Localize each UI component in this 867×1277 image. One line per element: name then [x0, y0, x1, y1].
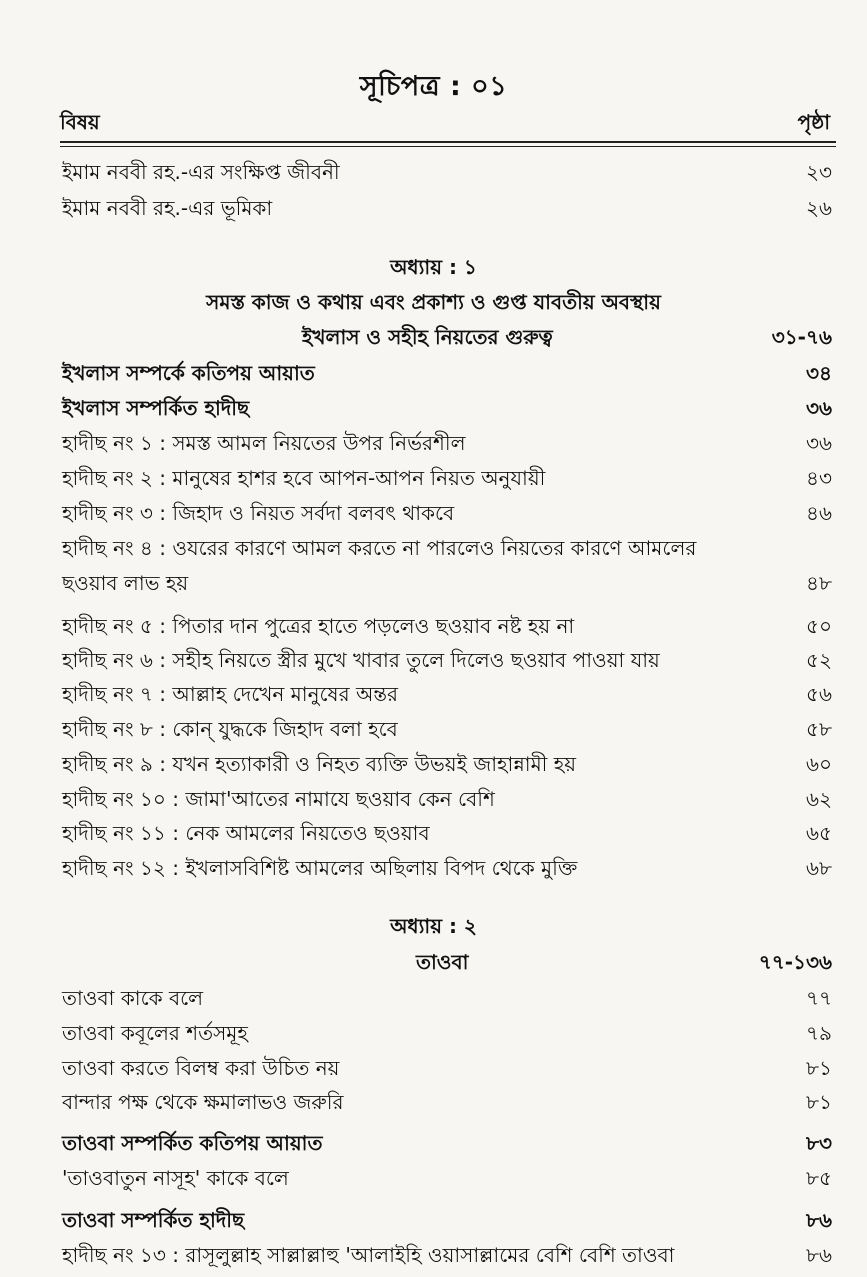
subject-header: বিষয়	[60, 110, 100, 134]
entry-title: তাওবা করতে বিলম্ব করা উচিত নয়	[62, 1056, 340, 1080]
index-entry	[62, 1240, 832, 1270]
entry-title: তাওবা সম্পর্কিত কতিপয় আয়াত	[62, 1131, 323, 1155]
entry-page: ৩৬	[805, 431, 832, 455]
entry-title: ইমাম নববী রহ.-এর ভূমিকা	[62, 196, 273, 220]
index-entry	[62, 714, 832, 744]
index-entry	[62, 533, 832, 563]
entry-page: ৫৮	[806, 717, 832, 741]
index-entry	[62, 645, 832, 675]
index-entry	[62, 1053, 832, 1083]
entry-page: ২৩	[805, 160, 832, 184]
entry-page: ৭৯	[806, 1021, 832, 1045]
entry-title: হাদীছ নং ৩ : জিহাদ ও নিয়ত সর্বদা বলবৎ থাকবে	[62, 501, 455, 525]
index-entry	[62, 784, 832, 814]
chapter-label: অধ্যায় : ১	[390, 255, 477, 279]
entry-title: হাদীছ নং ১ : সমস্ত আমল নিয়তের উপর নির্ভরশীল	[62, 431, 466, 455]
entry-title: হাদীছ নং ৫ : পিতার দান পুত্রের হাতে পড়লেও ছওয়াব নষ্ট হয় না	[62, 614, 575, 638]
entry-page: ৬৫	[806, 821, 832, 845]
entry-page: ৪৩	[806, 466, 832, 490]
entry-title: হাদীছ নং ১৩ : রাসূলুল্লাহ সাল্লাল্লাহু 'আলাইহি ওয়াসাল্লামের বেশি বেশি তাওবা	[62, 1243, 675, 1267]
entry-title: হাদীছ নং ৭ : আল্লাহ দেখেন মানুষের অন্তর	[62, 682, 399, 706]
entry-title: তাওবা সম্পর্কিত হাদীছ	[62, 1208, 245, 1232]
page-header: পৃষ্ঠা	[797, 110, 830, 134]
entry-title: হাদীছ নং ৪ : ওযরের কারণে আমল করতে না পারলেও নিয়তের কারণে আমলের	[62, 536, 697, 560]
entry-page: ৫২	[806, 648, 832, 672]
chapter-title-line: সমস্ত কাজ ও কথায় এবং প্রকাশ্য ও গুপ্ত যাবতীয় অবস্থায়	[206, 290, 661, 314]
index-entry	[62, 428, 832, 458]
index-entry	[62, 749, 832, 779]
index-entry	[62, 1087, 832, 1117]
entry-page: ৭৭	[805, 986, 832, 1010]
header-divider	[60, 141, 836, 143]
entry-page: ৩৬	[805, 396, 832, 420]
index-entry	[62, 568, 832, 598]
entry-page: ৮১	[806, 1090, 832, 1114]
chapter-title-row	[62, 947, 832, 977]
entry-title: তাওবা কাকে বলে	[62, 986, 204, 1010]
entry-title: হাদীছ নং ১১ : নেক আমলের নিয়তেও ছওয়াব	[62, 821, 430, 845]
entry-page: ৪৮	[806, 571, 832, 595]
chapter-title-row	[62, 322, 832, 352]
entry-title: হাদীছ নং ২ : মানুষের হাশর হবে আপন-আপন নিয়ত অনুযায়ী	[62, 466, 546, 490]
entry-page: ৮৫	[806, 1166, 832, 1190]
index-entry	[62, 853, 832, 883]
entry-title: হাদীছ নং ৬ : সহীহ নিয়তে স্ত্রীর মুখে খাবার তুলে দিলেও ছওয়াব পাওয়া যায়	[62, 648, 660, 672]
index-entry	[62, 193, 832, 223]
index-entry	[62, 983, 832, 1013]
entry-title: হাদীছ নং ৮ : কোন্ যুদ্ধকে জিহাদ বলা হবে	[62, 717, 398, 741]
index-entry	[62, 157, 832, 187]
chapter-title-line: তাওবা	[416, 950, 469, 974]
entry-page: ৮৬	[806, 1243, 832, 1267]
section-heading	[62, 393, 832, 423]
index-entry	[62, 1163, 832, 1193]
entry-title: তাওবা কবূলের শর্তসমূহ	[62, 1021, 248, 1045]
entry-page: ৫৬	[806, 682, 832, 706]
section-heading	[62, 1128, 832, 1158]
entry-title: 'তাওবাতুন নাসূহ' কাকে বলে	[62, 1166, 289, 1190]
index-entry	[62, 1018, 832, 1048]
entry-page: ৬৮	[806, 856, 832, 880]
entry-title: ছওয়াব লাভ হয়	[62, 571, 189, 595]
column-header	[60, 108, 830, 140]
entry-title: ইমাম নববী রহ.-এর সংক্ষিপ্ত জীবনী	[62, 160, 340, 184]
entry-title: ইখলাস সম্পর্কে কতিপয় আয়াত	[62, 361, 315, 385]
index-entry	[62, 463, 832, 493]
entry-title: বান্দার পক্ষ থেকে ক্ষমালাভও জরুরি	[62, 1090, 344, 1114]
chapter-pages: ৭৭-১৩৬	[758, 950, 832, 974]
entry-page: ৬০	[805, 752, 832, 776]
entry-page: ৮৩	[806, 1131, 832, 1155]
entry-title: হাদীছ নং ১০ : জামা'আতের নামাযে ছওয়াব কেন বেশি	[62, 787, 495, 811]
entry-page: ২৬	[805, 196, 832, 220]
chapter-pages: ৩১-৭৬	[771, 325, 832, 349]
page-title: সূচিপত্র : ০১	[359, 71, 508, 102]
index-entry	[62, 498, 832, 528]
index-entry	[62, 679, 832, 709]
chapter-title-line: ইখলাস ও সহীহ নিয়তের গুরুত্ব	[302, 325, 553, 349]
section-heading	[62, 358, 832, 388]
entry-title: হাদীছ নং ৯ : যখন হত্যাকারী ও নিহত ব্যক্তি উভয়ই জাহান্নামী হয়	[62, 752, 577, 776]
entry-page: ৬২	[805, 787, 832, 811]
entry-page: ৩৪	[806, 361, 832, 385]
section-heading	[62, 1205, 832, 1235]
entry-page: ৪৬	[806, 501, 832, 525]
entry-page: ৫০	[806, 614, 832, 638]
index-entry	[62, 611, 832, 641]
entry-page: ৮১	[806, 1056, 832, 1080]
chapter-label: অধ্যায় : ২	[390, 914, 477, 938]
entry-title: ইখলাস সম্পর্কিত হাদীছ	[62, 396, 250, 420]
entry-title: হাদীছ নং ১২ : ইখলাসবিশিষ্ট আমলের অছিলায় বিপদ থেকে মুক্তি	[62, 856, 578, 880]
index-entry	[62, 818, 832, 848]
entry-page: ৮৬	[806, 1208, 832, 1232]
header-divider-thin	[60, 146, 836, 147]
